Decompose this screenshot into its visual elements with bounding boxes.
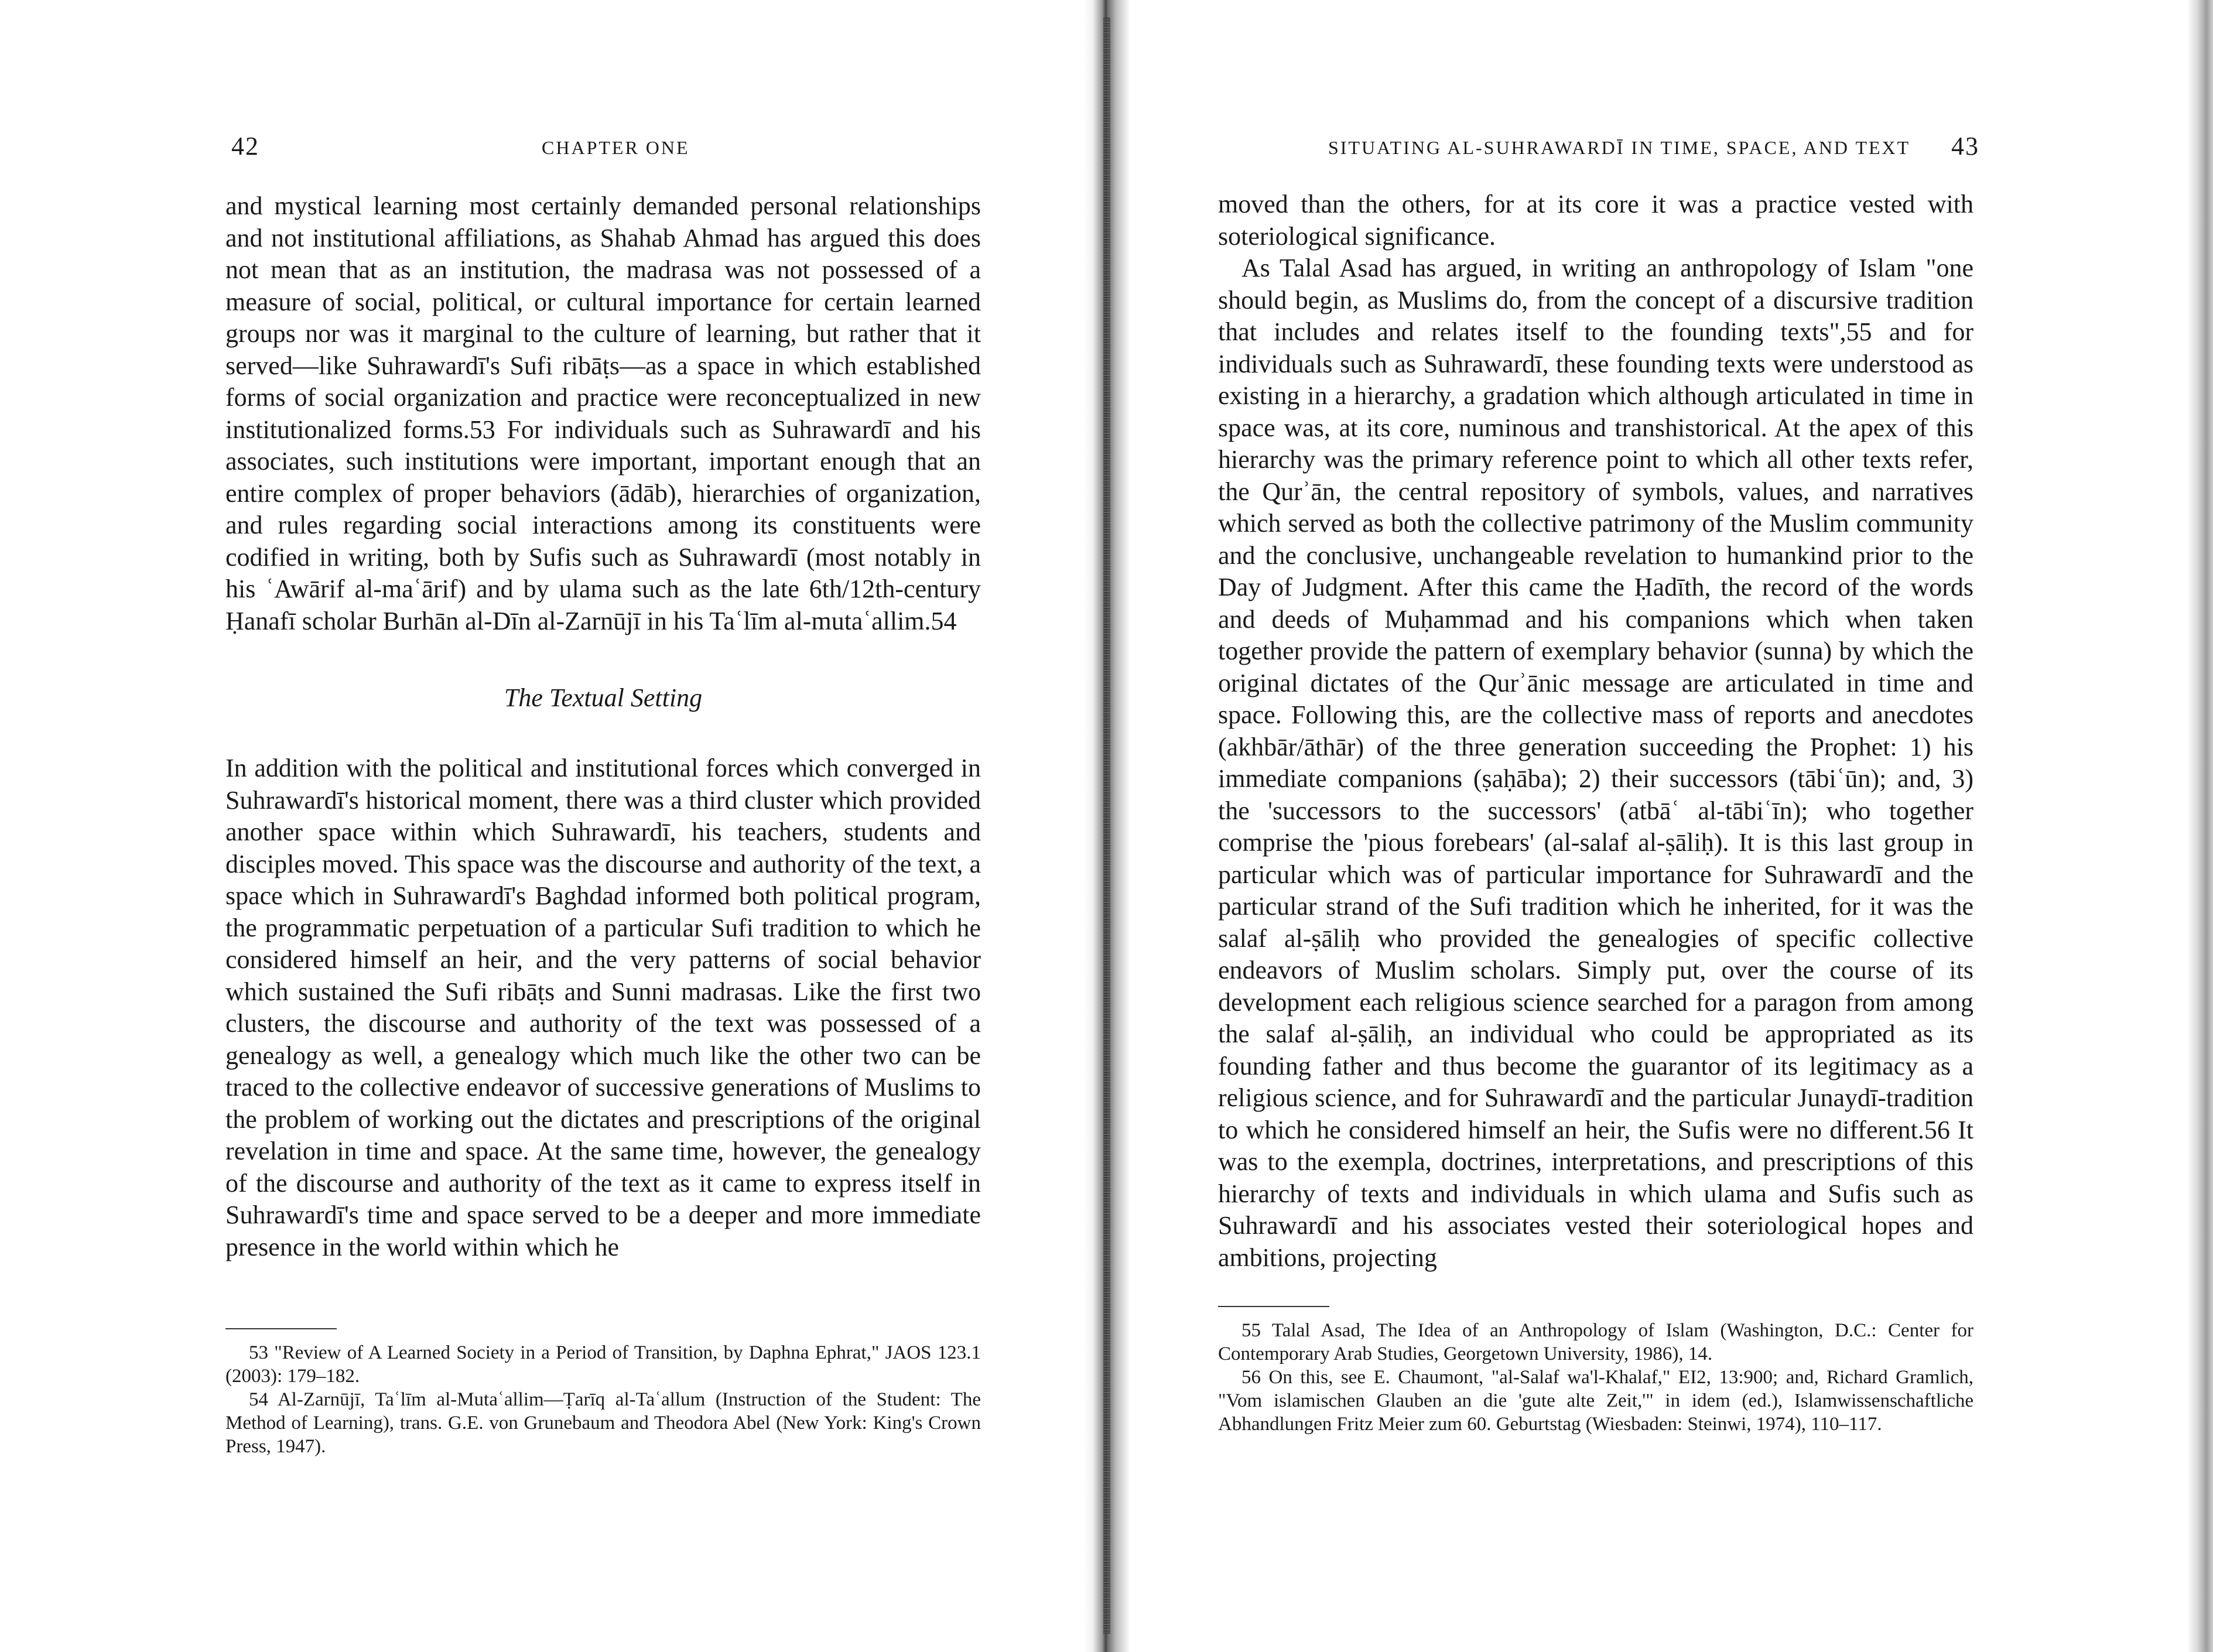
footnote-56: 56 On this, see E. Chaumont, "al-Salaf wa'l-Khalaf," EI2, 13:900; and, Richard Gramlich, "Vom islamischen Glauben an die 'gute alte Zeit,'" in idem (ed.), Islamwissenschaftliche Abhandlungen Fritz Meier zum 60. Geburtstag (Wiesbaden: Steinwi, 1974), 110–117. xyxy=(1218,1367,1973,1435)
footnotes xyxy=(225,1341,981,1458)
running-head: CHAPTER ONE xyxy=(542,137,690,158)
footnote-rule xyxy=(1218,1306,1329,1307)
paragraph-text: In addition with the political and institutional forces which converged in Suhrawardī's historical moment, there was a third cluster which provided another space within which Suhrawardī, his teachers, students and disciples moved. This space was the discourse and authority of the text, a space which in Suhrawardī's Baghdad informed both political program, the programmatic perpetuation of a particular Sufi tradition to which he considered himself an heir, and the very patterns of social behavior which sustained the Sufi ribāṭs and Sunni madrasas. Like the first two clusters, the discourse and authority of the text was possessed of a genealogy as well, a genealogy which much like the other two can be traced to the collective endeavor of successive generations of Muslims to the problem of working out the dictates and prescriptions of the original revelation in time and space. At the same time, however, the genealogy of the discourse and authority of the text as it came to express itself in Suhrawardī's time and space served to be a deeper and more immediate presence in the world within which he xyxy=(225,754,981,1261)
right-page xyxy=(1130,0,2213,1652)
body-paragraph xyxy=(225,753,981,1263)
page-number: 42 xyxy=(231,132,259,160)
body-paragraph xyxy=(225,190,981,637)
page-number: 43 xyxy=(1951,132,1979,160)
paragraph-text: and mystical learning most certainly demanded personal relationships and not institutional affiliations, as Shahab Ahmad has argued this does not mean that as an institution, the madrasa was not possessed of a measure of social, political, or cultural importance for certain learned groups nor was it marginal to the culture of learning, but rather that it served—like Suhrawardī's Sufi ribāṭs—as a space in which established forms of social organization and practice were reconceptualized in new institutionalized forms.53 For individuals such as Suhrawardī and his associates, such institutions were important, important enough that an entire complex of proper behaviors (ādāb), hierarchies of organization, and rules regarding social interactions among its constituents were codified in writing, both by Sufis such as Suhrawardī (most notably in his ʿAwārif al-maʿārif) and by ulama such as the late 6th/12th-century Ḥanafī scholar Burhān al-Dīn al-Zarnūjī in his Taʿlīm al-mutaʿallim.54 xyxy=(225,191,981,635)
footnote-54: 54 Al-Zarnūjī, Taʿlīm al-Mutaʿallim—Ṭarīq al-Taʿallum (Instruction of the Student: The Method of Learning), trans. G.E. von Grunebaum and Theodora Abel (New York: King's Crown Press, 1947). xyxy=(225,1389,981,1457)
footnote-55: 55 Talal Asad, The Idea of an Anthropology of Islam (Washington, D.C.: Center for Contemporary Arab Studies, Georgetown University, 1986), 14. xyxy=(1218,1320,1973,1364)
book-gutter xyxy=(1083,0,1130,1652)
running-head: SITUATING AL-SUHRAWARDĪ IN TIME, SPACE, AND TEXT xyxy=(1328,137,1911,158)
paragraph-text: moved than the others, for at its core it was a practice vested with soteriological significance. xyxy=(1218,190,1973,251)
body-paragraph xyxy=(1218,189,1973,1274)
section-heading: The Textual Setting xyxy=(504,683,703,712)
footnotes xyxy=(1218,1319,1973,1436)
paragraph-text: As Talal Asad has argued, in writing an anthropology of Islam "one should begin, as Muslims do, from the concept of a discursive tradition that includes and relates itself to the founding texts",55 and for individuals such as Suhrawardī, these founding texts were understood as existing in a hierarchy, a gradation which although articulated in time in space was, at its core, numinous and transhistorical. At the apex of this hierarchy was the primary reference point to which all other texts refer, the Qurʾān, the central repository of symbols, values, and narratives which served as both the collective patrimony of the Muslim community and the conclusive, unchangeable revelation to humankind prior to the Day of Judgment. After this came the Ḥadīth, the record of the words and deeds of Muḥammad and his companions which when taken together provide the pattern of exemplary behavior (sunna) by which the original dictates of the Qurʾānic message are articulated in time and space. Following this, are the collective mass of reports and anecdotes (akhbār/āthār) of the three generation succeeding the Prophet: 1) his immediate companions (ṣaḥāba); 2) their successors (tābiʿūn); and, 3) the 'successors to the successors' (atbāʿ al-tābiʿīn); who together comprise the 'pious forebears' (al-salaf al-ṣāliḥ). It is this last group in particular which was of particular importance for Suhrawardī and the particular strand of the Sufi tradition which he inherited, for it was the salaf al-ṣāliḥ who provided the genealogies of specific collective endeavors of Muslim scholars. Simply put, over the course of its development each religious science searched for a paragon from among the salaf al-ṣāliḥ, an individual who could be appropriated as its founding father and thus become the guarantor of its legitimacy as a religious science, and for Suhrawardī and the particular Junaydī-tradition to which he considered himself an heir, the Sufis were no different.56 It was to the exempla, doctrines, interpretations, and prescriptions of this hierarchy of texts and individuals in which ulama and Sufis such as Suhrawardī and his associates vested their soteriological hopes and ambitions, projecting xyxy=(1218,254,1973,1272)
left-page xyxy=(0,0,1083,1652)
footnote-rule xyxy=(225,1328,337,1329)
footnote-53: 53 "Review of A Learned Society in a Period of Transition, by Daphna Ephrat," JAOS 123.1 (2003): 179–182. xyxy=(225,1342,981,1387)
